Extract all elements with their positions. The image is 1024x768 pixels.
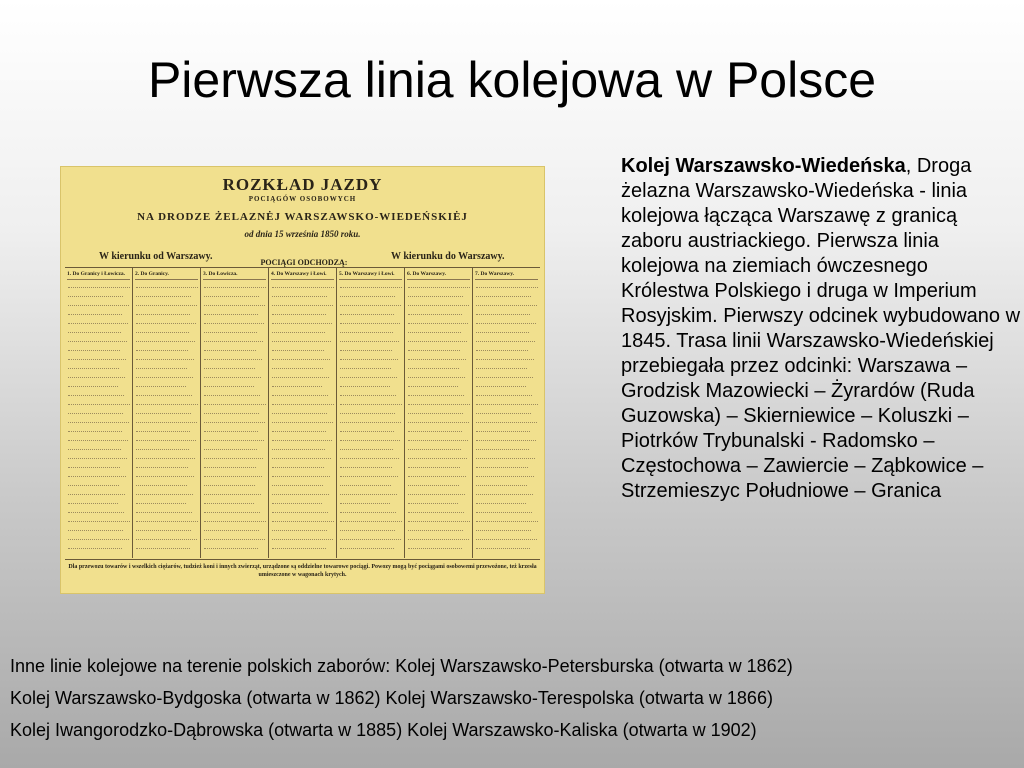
timetable-row — [408, 445, 461, 450]
timetable-row — [408, 337, 467, 342]
timetable-row — [136, 445, 189, 450]
timetable-row — [204, 409, 259, 414]
timetable-row — [476, 526, 531, 531]
timetable-row — [408, 544, 462, 549]
timetable-row — [340, 373, 397, 378]
timetable-row — [68, 499, 118, 504]
timetable-row — [272, 490, 329, 495]
timetable-row — [340, 400, 402, 405]
timetable-row — [272, 454, 331, 459]
timetable-row — [476, 409, 531, 414]
timetable-row — [408, 328, 461, 333]
timetable-row — [68, 517, 130, 522]
timetable-row — [340, 364, 391, 369]
timetable-row — [136, 535, 197, 540]
timetable-row — [204, 490, 261, 495]
timetable-row — [204, 508, 260, 513]
timetable-row — [136, 310, 190, 315]
timetable-column-header: 4. Do Warszawy i Łowi. — [271, 271, 334, 280]
timetable-row — [408, 400, 470, 405]
timetable-row — [68, 319, 128, 324]
timetable-row — [272, 499, 322, 504]
timetable-row — [68, 337, 127, 342]
timetable-row — [136, 328, 189, 333]
timetable-row — [340, 292, 395, 297]
timetable-row — [408, 499, 458, 504]
timetable-row — [136, 337, 195, 342]
timetable-row — [476, 373, 533, 378]
timetable-row — [68, 463, 120, 468]
timetable-row — [272, 463, 324, 468]
timetable-row — [68, 454, 127, 459]
timetable-row — [272, 364, 323, 369]
description-body: Droga żelazna Warszawsko-Wiedeńska - linia kolejowa łącząca Warszawę z granicą zaboru austriackiego. Pierwsza linia kolejowa na ziemiach ówczesnego Królestwa Polskiego i druga w Imperium Rosyjskim. Pierwszy odcinek wybudowano w 1845. Trasa linii Warszawsko-Wiedeńskiej przebiegała przez odcinki: Warszawa – Grodzisk Mazowiecki – Żyrardów (Ruda Guzowska) – Skierniewice – Koluszki – Piotrków Trybunalski - Radomsko – Częstochowa – Zawiercie – Ząbkowice – Strzemieszyc Południowe – Granica — [621, 155, 1021, 502]
timetable-row — [204, 337, 263, 342]
timetable-row — [136, 499, 186, 504]
timetable-row — [68, 436, 128, 441]
timetable-row — [340, 517, 402, 522]
timetable-row — [204, 517, 266, 522]
timetable-row — [340, 436, 400, 441]
timetable-row — [340, 328, 393, 333]
timetable-row — [68, 391, 124, 396]
description-comma: , — [905, 155, 912, 177]
timetable-row — [136, 472, 194, 477]
description-lead: Kolej Warszawsko-Wiedeńska — [621, 155, 906, 177]
timetable-row — [204, 445, 257, 450]
timetable-row — [408, 427, 462, 432]
timetable-row — [136, 427, 190, 432]
timetable-row — [272, 535, 333, 540]
timetable-row — [272, 508, 328, 513]
timetable-row — [408, 481, 459, 486]
timetable-row — [408, 283, 470, 288]
timetable-row — [476, 328, 529, 333]
timetable-row — [340, 391, 396, 396]
timetable-row — [272, 283, 334, 288]
timetable-row — [476, 508, 532, 513]
timetable-row — [340, 355, 398, 360]
timetable-row — [272, 400, 334, 405]
timetable-row — [408, 454, 467, 459]
timetable-row — [476, 319, 536, 324]
timetable-row — [136, 481, 187, 486]
timetable-row — [68, 292, 123, 297]
timetable-image — [60, 166, 545, 594]
timetable-row — [272, 445, 325, 450]
timetable-column — [133, 268, 201, 558]
timetable-row — [68, 445, 121, 450]
timetable-row — [136, 346, 188, 351]
timetable-row — [68, 490, 125, 495]
timetable-column-header: 3. Do Łowicza. — [203, 271, 266, 280]
timetable-row — [476, 535, 537, 540]
timetable-row — [204, 400, 266, 405]
timetable-row — [272, 382, 322, 387]
timetable-row — [408, 436, 468, 441]
timetable-row — [136, 463, 188, 468]
timetable-row — [68, 508, 124, 513]
timetable-row — [476, 310, 530, 315]
timetable-row — [68, 400, 130, 405]
timetable-row — [136, 301, 197, 306]
timetable-row — [204, 481, 255, 486]
timetable-row — [272, 328, 325, 333]
timetable-row — [408, 409, 463, 414]
timetable-row — [272, 355, 330, 360]
timetable-row — [476, 436, 536, 441]
timetable-row — [136, 391, 192, 396]
timetable-row — [272, 319, 332, 324]
timetable-row — [136, 517, 198, 522]
timetable-row — [136, 355, 194, 360]
timetable-column — [65, 268, 133, 558]
other-lines-item: Kolej Iwangorodzko-Dąbrowska (otwarta w 1885) Kolej Warszawsko-Kaliska (otwarta w 1902) — [10, 720, 757, 740]
timetable-row — [408, 382, 458, 387]
timetable-row — [204, 463, 256, 468]
timetable-row — [340, 337, 399, 342]
timetable-row — [408, 463, 460, 468]
other-lines-item: Inne linie kolejowe na terenie polskich zaborów: Kolej Warszawsko-Petersburska (otwarta w 1862) — [10, 656, 793, 676]
timetable-row — [68, 373, 125, 378]
timetable-column-header: 7. Do Warszawy. — [475, 271, 538, 280]
timetable-row — [272, 544, 326, 549]
timetable-row — [68, 427, 122, 432]
timetable-row — [476, 301, 537, 306]
timetable-row — [136, 400, 198, 405]
timetable-row — [68, 310, 122, 315]
timetable-row — [136, 526, 191, 531]
timetable-row — [408, 346, 460, 351]
timetable-row — [204, 526, 259, 531]
timetable-row — [272, 526, 327, 531]
timetable-column — [473, 268, 540, 558]
timetable-row — [476, 382, 526, 387]
timetable-row — [136, 409, 191, 414]
timetable-row — [68, 544, 122, 549]
timetable-row — [68, 283, 130, 288]
timetable-row — [272, 346, 324, 351]
timetable-row — [204, 436, 264, 441]
timetable-row — [476, 427, 530, 432]
timetable-row — [476, 355, 534, 360]
timetable-row — [340, 283, 402, 288]
timetable-row — [408, 472, 466, 477]
timetable-row — [272, 301, 333, 306]
timetable-row — [476, 346, 528, 351]
timetable-row — [68, 472, 126, 477]
timetable-row — [204, 364, 255, 369]
timetable-row — [204, 319, 264, 324]
timetable-row — [68, 418, 129, 423]
timetable-row — [136, 490, 193, 495]
timetable-row — [476, 283, 538, 288]
timetable-row — [136, 373, 193, 378]
timetable-row — [340, 499, 390, 504]
timetable-row — [408, 508, 464, 513]
timetable-direction-to: W kierunku do Warszawy. — [391, 251, 505, 262]
timetable-row — [408, 391, 464, 396]
timetable-row — [204, 292, 259, 297]
timetable-row — [272, 337, 331, 342]
timetable-row — [204, 328, 257, 333]
timetable-row — [340, 508, 396, 513]
timetable-subtitle: POCIĄGÓW OSOBOWYCH — [248, 195, 357, 203]
timetable-row — [272, 427, 326, 432]
timetable-row — [476, 454, 535, 459]
timetable-row — [408, 364, 459, 369]
timetable-row — [204, 355, 262, 360]
timetable-row — [136, 544, 190, 549]
timetable-row — [272, 292, 327, 297]
timetable-column-header: 1. Do Granicy i Łowicza. — [67, 271, 130, 280]
timetable-column-header: 5. Do Warszawy i Łowi. — [339, 271, 402, 280]
timetable-row — [136, 418, 197, 423]
timetable-row — [136, 283, 198, 288]
timetable-row — [272, 472, 330, 477]
timetable-date: od dnia 15 września 1850 roku. — [244, 229, 361, 239]
timetable-direction-from: W kierunku od Warszawy. — [99, 251, 213, 262]
timetable-row — [340, 544, 394, 549]
timetable-row — [340, 427, 394, 432]
timetable-row — [204, 535, 265, 540]
timetable-row — [136, 319, 196, 324]
timetable-row — [204, 427, 258, 432]
timetable-row — [476, 445, 529, 450]
timetable-row — [476, 400, 538, 405]
timetable-row — [136, 436, 196, 441]
timetable-row — [340, 301, 401, 306]
timetable-route: NA DRODZE ŻELAZNĖJ WARSZAWSKO-WIEDEŃSKIĖJ — [137, 211, 468, 223]
timetable-row — [476, 499, 526, 504]
timetable-columns — [65, 268, 540, 558]
timetable-row — [272, 391, 328, 396]
timetable-row — [476, 418, 537, 423]
timetable-row — [68, 301, 129, 306]
timetable-row — [476, 517, 538, 522]
timetable-row — [68, 409, 123, 414]
timetable-row — [68, 526, 123, 531]
timetable-row — [340, 445, 393, 450]
timetable-row — [136, 382, 186, 387]
timetable-row — [136, 364, 187, 369]
timetable-column — [269, 268, 337, 558]
timetable-row — [408, 301, 469, 306]
other-lines-item: Kolej Warszawsko-Bydgoska (otwarta w 1862) Kolej Warszawsko-Terespolska (otwarta w 1866) — [10, 688, 773, 708]
timetable-row — [204, 418, 265, 423]
timetable-row — [476, 463, 528, 468]
timetable-row — [272, 409, 327, 414]
timetable-row — [340, 526, 395, 531]
timetable-column — [201, 268, 269, 558]
timetable-row — [204, 346, 256, 351]
timetable-row — [340, 382, 390, 387]
timetable-row — [340, 463, 392, 468]
timetable-row — [476, 364, 527, 369]
slide-title: Pierwsza linia kolejowa w Polsce — [147, 52, 877, 108]
timetable-row — [272, 436, 332, 441]
timetable-row — [340, 319, 400, 324]
timetable-row — [136, 454, 195, 459]
timetable-row — [340, 481, 391, 486]
timetable-row — [68, 535, 129, 540]
timetable-row — [476, 472, 534, 477]
timetable-row — [204, 373, 261, 378]
timetable-row — [204, 391, 260, 396]
timetable-row — [340, 535, 401, 540]
timetable-row — [408, 418, 469, 423]
timetable-row — [204, 472, 262, 477]
timetable-row — [408, 490, 465, 495]
timetable-row — [136, 292, 191, 297]
timetable-row — [68, 328, 121, 333]
timetable-footer: Dla przewozu towarów i wszelkich ciężarów, tudzież koni i innych zwierząt, urządzone są oddzielne towarowe pociągi. Powozy mogą być pociągami osobowemi przewożone, też krzesła umieszczone w wagonach krytych. — [65, 559, 540, 579]
timetable-row — [408, 310, 462, 315]
timetable-row — [272, 373, 329, 378]
timetable-row — [408, 319, 468, 324]
timetable-row — [340, 454, 399, 459]
timetable-row — [68, 355, 126, 360]
timetable-row — [476, 544, 530, 549]
timetable-column-header: 2. Do Granicy. — [135, 271, 198, 280]
timetable-row — [204, 283, 266, 288]
timetable-row — [408, 526, 463, 531]
timetable-row — [476, 292, 531, 297]
timetable-row — [340, 409, 395, 414]
timetable-row — [68, 346, 120, 351]
timetable-row — [68, 364, 119, 369]
timetable-row — [476, 391, 532, 396]
timetable-row — [476, 490, 533, 495]
timetable-row — [408, 355, 466, 360]
timetable-row — [408, 292, 463, 297]
timetable-row — [408, 517, 470, 522]
timetable-row — [272, 310, 326, 315]
timetable-row — [136, 508, 192, 513]
timetable-row — [476, 481, 527, 486]
timetable-row — [272, 481, 323, 486]
timetable-row — [68, 382, 118, 387]
timetable-column — [337, 268, 405, 558]
timetable-row — [272, 517, 334, 522]
timetable-row — [204, 499, 254, 504]
timetable-row — [476, 337, 535, 342]
timetable-row — [340, 490, 397, 495]
timetable-row — [204, 544, 258, 549]
timetable-row — [204, 454, 263, 459]
description-text — [621, 154, 1021, 504]
timetable-departures-header: POCIĄGI ODCHODZĄ: — [229, 258, 379, 268]
timetable-row — [204, 301, 265, 306]
other-lines — [10, 650, 1010, 746]
timetable-row — [408, 373, 465, 378]
timetable-row — [340, 346, 392, 351]
timetable-row — [68, 481, 119, 486]
timetable-column-header: 6. Do Warszawy. — [407, 271, 470, 280]
timetable-row — [340, 418, 401, 423]
timetable-column — [405, 268, 473, 558]
timetable-row — [340, 472, 398, 477]
timetable-row — [272, 418, 333, 423]
timetable-row — [204, 310, 258, 315]
timetable-title: ROZKŁAD JAZDY — [222, 175, 383, 194]
timetable-row — [408, 535, 469, 540]
timetable-row — [340, 310, 394, 315]
timetable-row — [204, 382, 254, 387]
